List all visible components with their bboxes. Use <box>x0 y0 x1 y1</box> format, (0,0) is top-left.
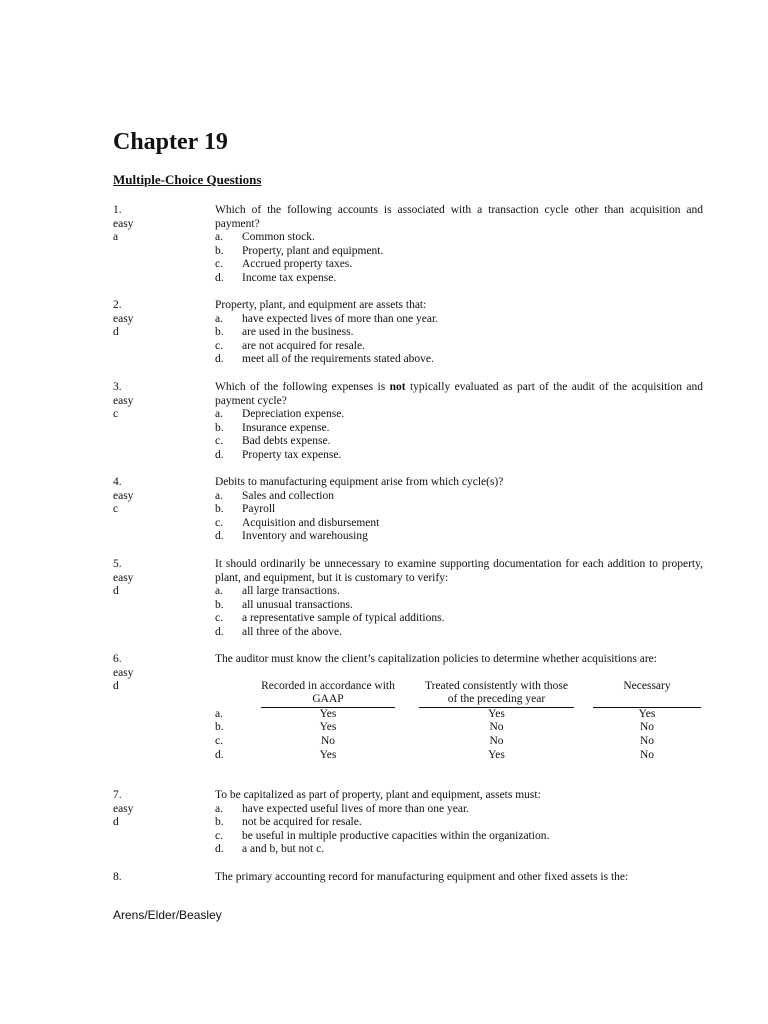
table-cell: No <box>320 734 336 747</box>
question-stem: Which of the following accounts is associated with a transaction cycle other than acquisition and payment? <box>215 204 703 230</box>
choice-b <box>215 422 703 436</box>
table-row <box>215 708 701 722</box>
choice-letter: d. <box>215 448 224 461</box>
row-letter: b. <box>215 721 224 734</box>
choice-b <box>215 503 703 517</box>
choice-a <box>215 585 703 599</box>
answer-key: d <box>113 680 119 693</box>
difficulty-label: easy <box>113 666 134 679</box>
choice-c <box>215 830 703 844</box>
choice-d <box>215 272 703 286</box>
answer-key: a <box>113 231 119 244</box>
choice-text: have expected useful lives of more than one year. <box>242 802 470 815</box>
choice-c <box>215 340 703 354</box>
question-stem: Debits to manufacturing equipment arise from which cycle(s)? <box>215 476 504 488</box>
question-number: 5. <box>113 558 122 570</box>
question-meta <box>113 204 203 245</box>
choice-letter: d. <box>215 530 224 543</box>
table-cell: No <box>639 748 655 761</box>
choice-text: Depreciation expense. <box>242 408 345 421</box>
question-meta <box>113 299 203 340</box>
table-row <box>215 749 701 763</box>
stem-text: typically evaluated as part of the audit of the acquisition and payment cycle? <box>215 381 704 407</box>
choice-text: are not acquired for resale. <box>242 339 365 352</box>
choice-b <box>215 245 703 259</box>
choice-b <box>215 326 703 340</box>
question-1 <box>113 204 703 286</box>
answer-key: c <box>113 503 119 516</box>
choice-text: not be acquired for resale. <box>242 816 362 829</box>
question-stem: The auditor must know the client’s capitalization policies to determine whether acquisitions are: <box>215 653 657 665</box>
choice-a <box>215 803 703 817</box>
question-stem: To be capitalized as part of property, plant and equipment, assets must: <box>215 789 541 801</box>
difficulty-label: easy <box>113 217 134 230</box>
column-header: Recorded in accordance with GAAP <box>261 680 395 708</box>
choice-letter: c. <box>215 339 223 352</box>
answer-key: d <box>113 585 119 598</box>
column-header: Treated consistently with those of the preceding year <box>419 680 574 708</box>
choice-text: all unusual transactions. <box>242 598 353 611</box>
choice-text: all large transactions. <box>242 585 340 598</box>
column-header: Necessary <box>593 680 701 708</box>
table-cell: Yes <box>488 748 505 761</box>
choice-letter: c. <box>215 612 223 625</box>
question-number: 4. <box>113 476 122 488</box>
choice-text: Sales and collection <box>242 489 334 502</box>
question-number: 3. <box>113 381 122 393</box>
page-footer: Arens/Elder/Beasley <box>113 908 222 922</box>
question-stem: The primary accounting record for manufacturing equipment and other fixed assets is the: <box>215 871 629 883</box>
row-letter: c. <box>215 734 223 747</box>
choice-text: all three of the above. <box>242 625 342 638</box>
table-cell: Yes <box>319 748 337 761</box>
difficulty-label: easy <box>113 394 134 407</box>
answer-table-header <box>261 680 701 708</box>
choice-letter: c. <box>215 516 223 529</box>
table-cell: No <box>639 734 655 747</box>
question-meta <box>113 789 203 830</box>
row-letter: d. <box>215 748 224 761</box>
choice-a <box>215 408 703 422</box>
question-meta <box>113 381 203 422</box>
table-cell: Yes <box>319 707 337 720</box>
choice-text: Inventory and warehousing <box>242 530 368 543</box>
choice-letter: d. <box>215 271 224 284</box>
difficulty-label: easy <box>113 802 134 815</box>
table-row <box>215 735 701 749</box>
choice-letter: a. <box>215 231 223 244</box>
choice-c <box>215 612 703 626</box>
choice-d <box>215 626 703 640</box>
choice-text: are used in the business. <box>242 326 354 339</box>
choice-c <box>215 435 703 449</box>
question-stem: Property, plant, and equipment are assets that: <box>215 299 427 311</box>
section-title: Multiple-Choice Questions <box>113 172 262 187</box>
question-5 <box>113 558 703 640</box>
choice-b <box>215 599 703 613</box>
question-8 <box>113 871 703 885</box>
question-number: 1. <box>113 204 122 216</box>
choice-text: Payroll <box>242 503 276 516</box>
choice-letter: b. <box>215 421 224 434</box>
question-number: 8. <box>113 871 122 883</box>
choice-letter: c. <box>215 258 223 271</box>
question-meta <box>113 476 203 517</box>
choice-letter: b. <box>215 598 224 611</box>
choice-letter: d. <box>215 843 224 856</box>
choice-text: Bad debts expense. <box>242 435 331 448</box>
choice-letter: c. <box>215 829 223 842</box>
difficulty-label: easy <box>113 571 134 584</box>
question-meta <box>113 558 203 599</box>
choice-letter: a. <box>215 585 223 598</box>
choice-a <box>215 313 703 327</box>
choice-letter: c. <box>215 435 223 448</box>
table-cell: Yes <box>638 707 656 720</box>
choice-text: Accrued property taxes. <box>242 258 353 271</box>
table-cell: No <box>489 734 504 747</box>
choice-letter: a. <box>215 312 223 325</box>
choice-letter: b. <box>215 816 224 829</box>
question-7 <box>113 789 703 857</box>
choice-text: Income tax expense. <box>242 271 337 284</box>
choice-text: Property tax expense. <box>242 448 342 461</box>
question-number: 6. <box>113 653 122 665</box>
question-number: 7. <box>113 789 122 801</box>
question-6 <box>113 653 703 762</box>
row-letter: a. <box>215 707 223 720</box>
question-meta <box>113 871 203 885</box>
choice-letter: d. <box>215 625 224 638</box>
choice-b <box>215 816 703 830</box>
choice-text: a representative sample of typical additions. <box>242 612 445 625</box>
question-stem: It should ordinarily be unnecessary to examine supporting documentation for each addition to property, plant, and equipment, but it is customary to verify: <box>215 558 703 584</box>
choice-d <box>215 530 703 544</box>
question-number: 2. <box>113 299 122 311</box>
difficulty-label: easy <box>113 312 134 325</box>
question-3 <box>113 381 703 463</box>
table-cell: Yes <box>319 721 337 734</box>
choice-letter: b. <box>215 244 224 257</box>
choice-a <box>215 490 703 504</box>
choice-c <box>215 517 703 531</box>
emphasis-not: not <box>389 381 406 393</box>
choice-text: have expected lives of more than one year. <box>242 312 439 325</box>
choice-text: be useful in multiple productive capacities within the organization. <box>242 829 550 842</box>
table-row <box>215 721 701 735</box>
question-4 <box>113 476 703 544</box>
choice-d <box>215 449 703 463</box>
chapter-title: Chapter 19 <box>113 129 228 155</box>
choice-letter: a. <box>215 802 223 815</box>
answer-key: d <box>113 326 119 339</box>
choice-text: meet all of the requirements stated above. <box>242 353 434 366</box>
table-cell: Yes <box>488 707 505 720</box>
difficulty-label: easy <box>113 489 134 502</box>
choice-letter: a. <box>215 489 223 502</box>
choice-d <box>215 353 703 367</box>
choice-letter: d. <box>215 353 224 366</box>
table-cell: No <box>489 721 504 734</box>
stem-text: Which of the following expenses is <box>215 381 390 393</box>
choice-letter: b. <box>215 326 224 339</box>
choice-text: Acquisition and disbursement <box>242 516 380 529</box>
choice-text: Property, plant and equipment. <box>242 244 384 257</box>
question-stem <box>215 381 703 408</box>
choice-a <box>215 231 703 245</box>
choice-d <box>215 843 703 857</box>
choice-text: Insurance expense. <box>242 421 330 434</box>
answer-table <box>215 680 701 763</box>
answer-key: c <box>113 408 119 421</box>
choice-text: Common stock. <box>242 231 315 244</box>
choice-letter: b. <box>215 503 224 516</box>
choice-c <box>215 258 703 272</box>
answer-key: d <box>113 816 119 829</box>
choice-letter: a. <box>215 408 223 421</box>
question-meta <box>113 653 203 694</box>
table-cell: No <box>639 721 655 734</box>
question-2 <box>113 299 703 367</box>
choice-text: a and b, but not c. <box>242 843 325 856</box>
